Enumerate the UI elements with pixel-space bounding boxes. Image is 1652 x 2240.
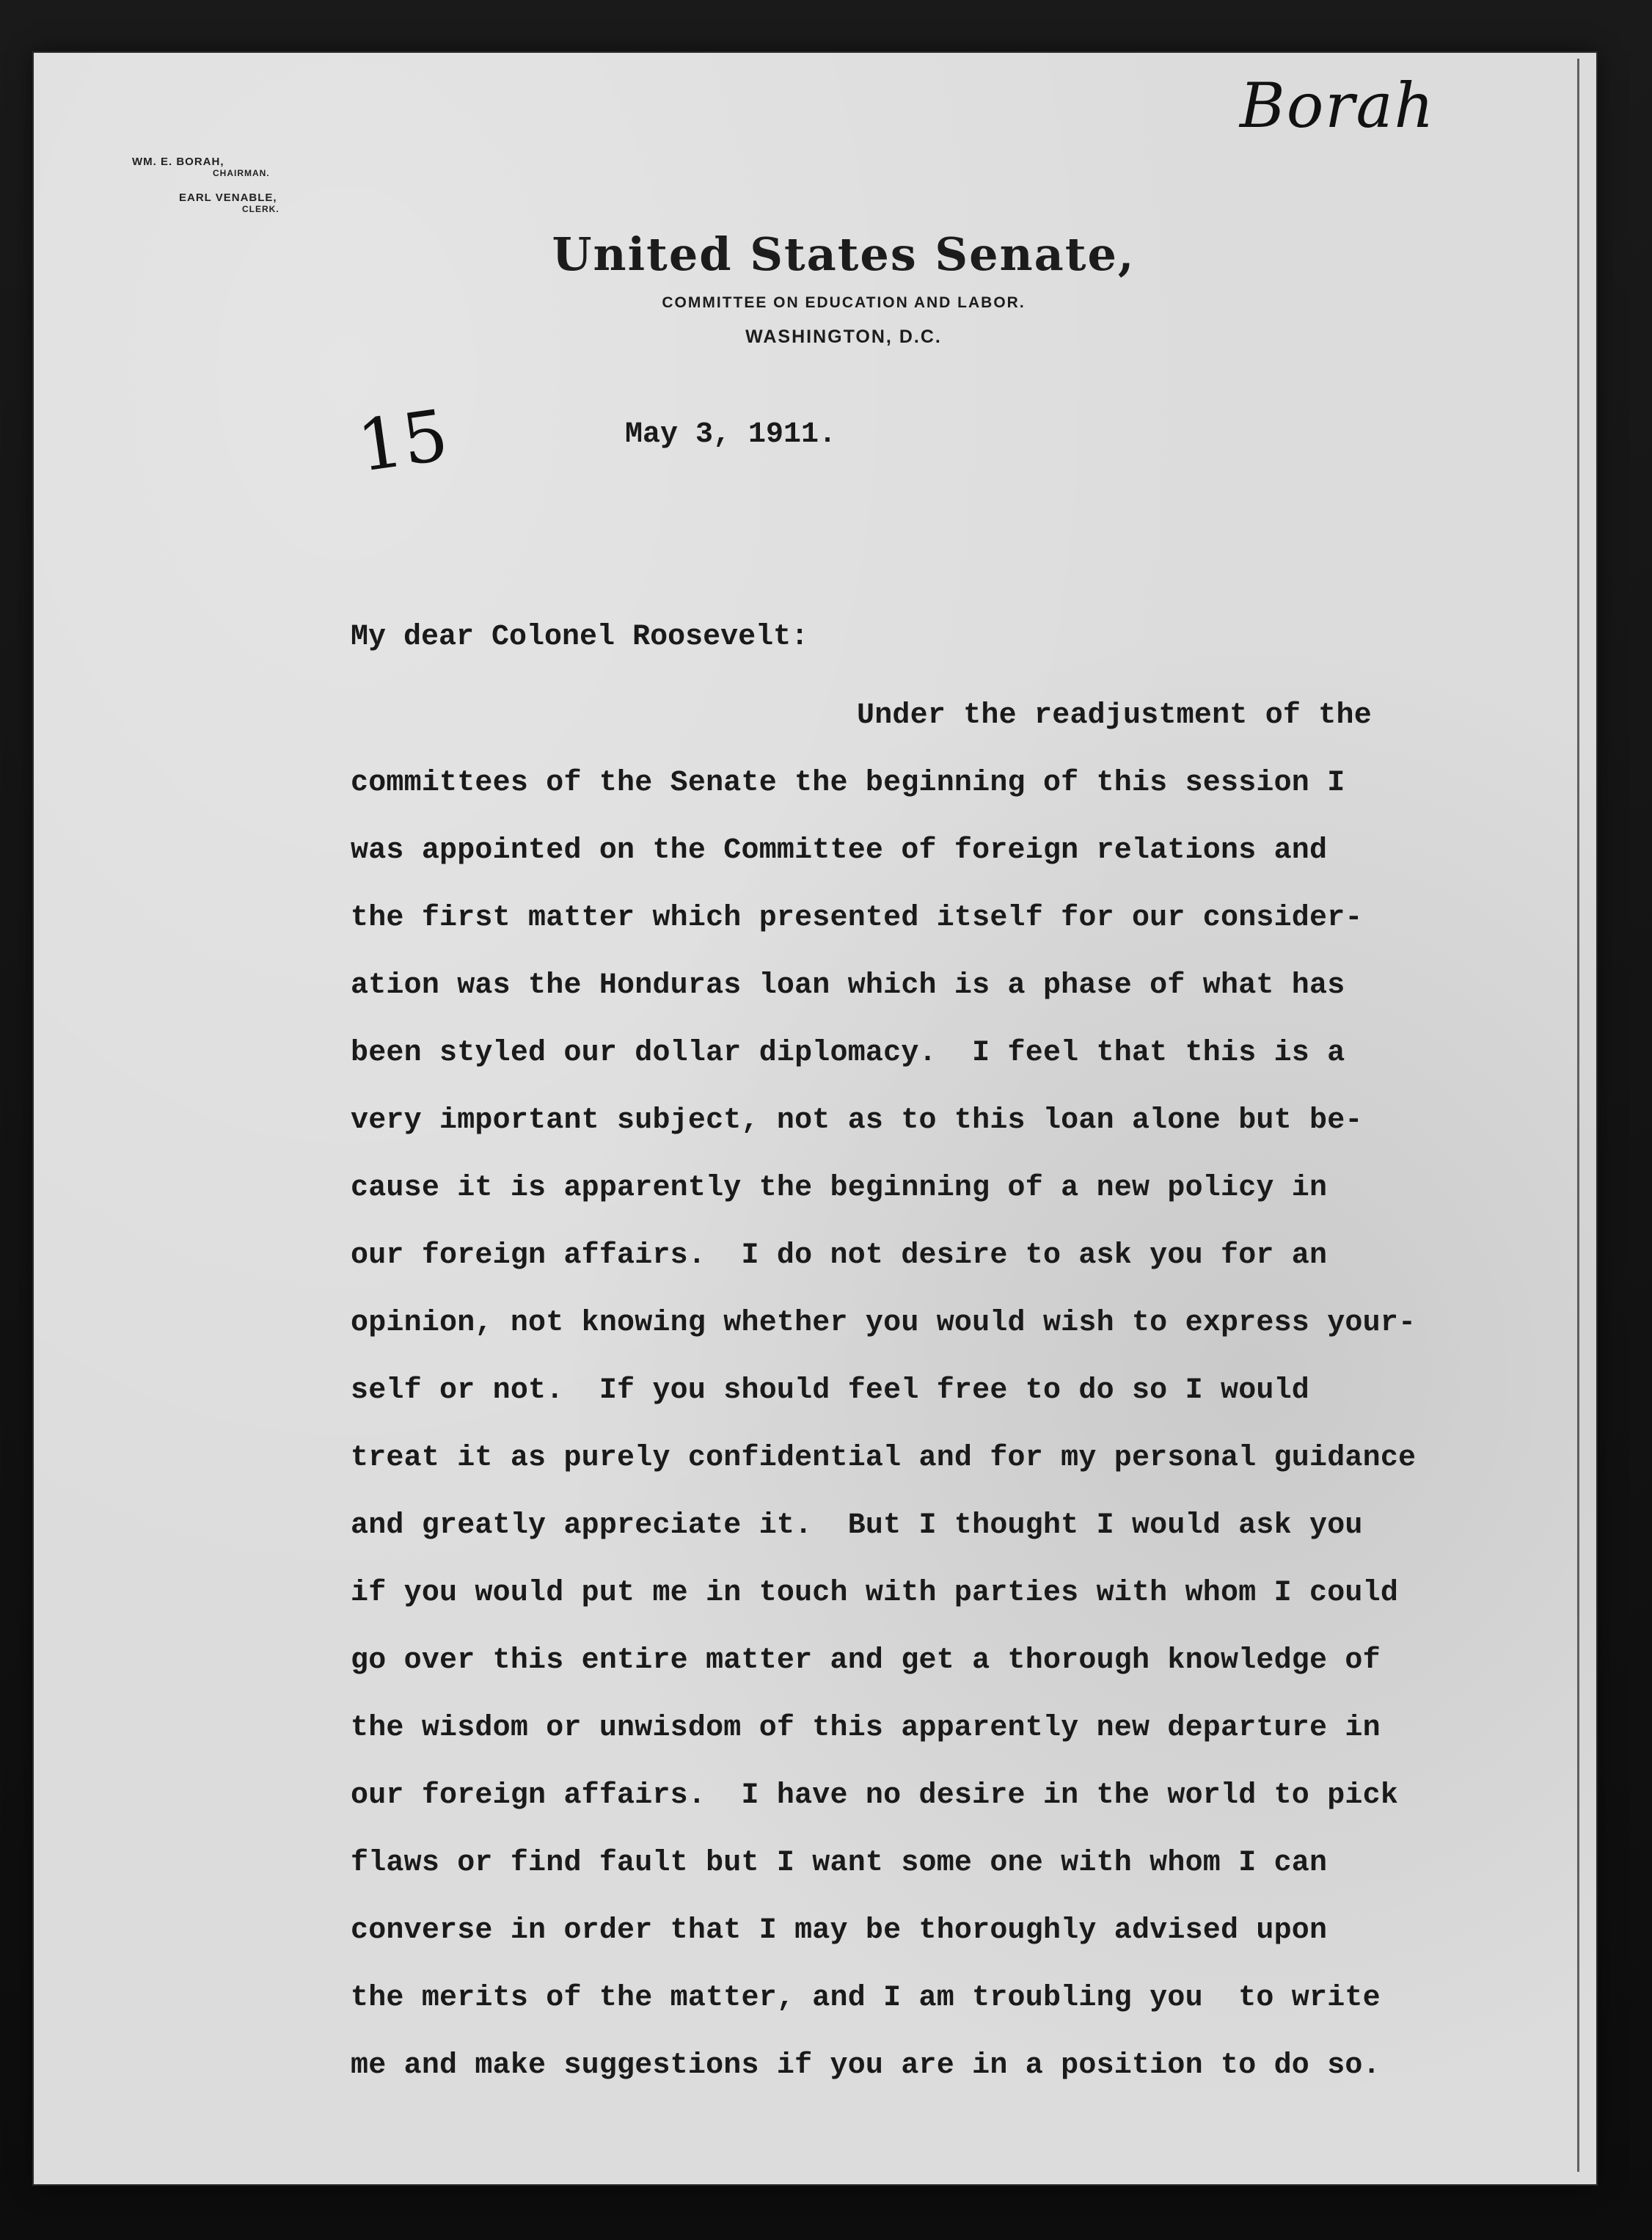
body-line: if you would put me in touch with parties with whom I could	[351, 1577, 1399, 1610]
letterhead-committee: COMMITTEE ON EDUCATION AND LABOR.	[662, 294, 1026, 311]
body-line: opinion, not knowing whether you would wish to express your-	[351, 1307, 1417, 1340]
salutation: My dear Colonel Roosevelt:	[351, 621, 809, 654]
committee-officers	[132, 156, 374, 214]
body-line: our foreign affairs. I have no desire in the world to pick	[351, 1779, 1399, 1812]
letterhead-city: WASHINGTON, D.C.	[745, 326, 942, 347]
body-line: and greatly appreciate it. But I thought I would ask you	[351, 1509, 1363, 1542]
body-line: very important subject, not as to this loan alone but be-	[351, 1104, 1363, 1137]
body-line: converse in order that I may be thoroughly advised upon	[351, 1914, 1328, 1947]
body-line: was appointed on the Committee of foreign relations and	[351, 834, 1328, 867]
letterhead-title: United States Senate,	[552, 227, 1136, 281]
body-line: self or not. If you should feel free to do so I would	[351, 1374, 1310, 1407]
clerk-name: EARL VENABLE,	[179, 191, 277, 204]
letter-body	[351, 682, 1539, 2100]
body-line: me and make suggestions if you are in a position to do so.	[351, 2049, 1381, 2082]
body-line: Under the readjustment of the	[857, 699, 1372, 732]
body-line: the wisdom or unwisdom of this apparently new departure in	[351, 1712, 1381, 1745]
body-line: ation was the Honduras loan which is a phase of what has	[351, 969, 1345, 1002]
chairman-role: CHAIRMAN.	[213, 168, 270, 178]
body-line: flaws or find fault but I want some one with whom I can	[351, 1847, 1328, 1880]
letterhead	[513, 227, 1174, 348]
clerk-role: CLERK.	[242, 204, 279, 214]
chairman-name: WM. E. BORAH,	[132, 156, 224, 168]
body-line: cause it is apparently the beginning of a new policy in	[351, 1172, 1328, 1205]
handwritten-number: 15	[352, 394, 453, 488]
body-line: go over this entire matter and get a thorough knowledge of	[351, 1644, 1381, 1677]
body-line: committees of the Senate the beginning of this session I	[351, 767, 1345, 800]
body-line: treat it as purely confidential and for my personal guidance	[351, 1442, 1417, 1475]
page-edge-line	[1577, 59, 1579, 2172]
letter-date: May 3, 1911.	[625, 418, 837, 451]
body-line: the first matter which presented itself for our consider-	[351, 902, 1363, 935]
handwritten-name: Borah	[1240, 70, 1436, 142]
body-line: our foreign affairs. I do not desire to ask you for an	[351, 1239, 1328, 1272]
body-line: the merits of the matter, and I am troubling you to write	[351, 1982, 1381, 2015]
body-line: been styled our dollar diplomacy. I feel that this is a	[351, 1037, 1345, 1070]
